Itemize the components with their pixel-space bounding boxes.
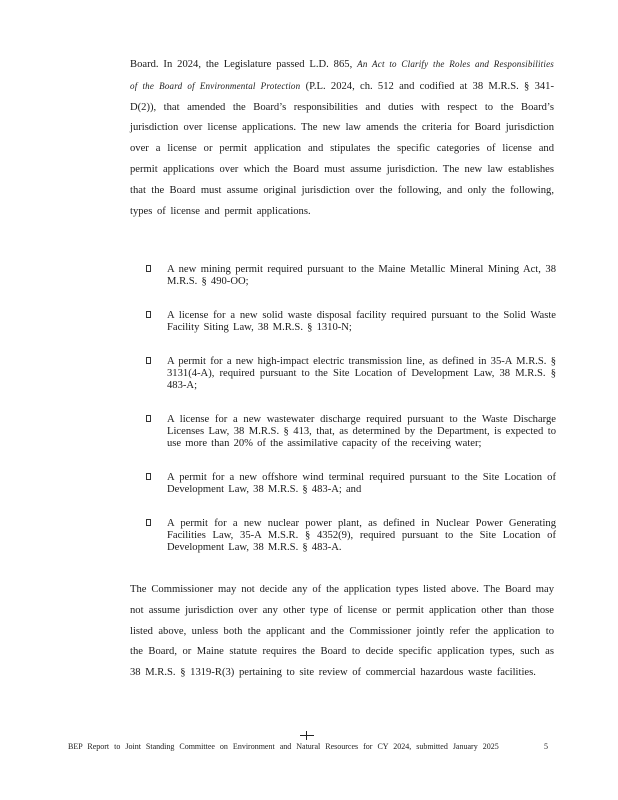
list-item-text: A new mining permit required pursuant to the Maine Metallic Mineral Mining Act, 38 M.R.S. § 490-OO; [167,264,556,287]
act-title: An Act to Clarify the Roles and Responsibilities of the Board of Environmental Protection [130,59,554,91]
list-item-text: A license for a new wastewater discharge required pursuant to the Waste Discharge Licenses Law, 38 M.R.S. § 413, that, as determined by the Department, is expected to use more than 20% of the assimilative capacity of the receiving water; [167,414,556,449]
square-bullet-icon [146,473,151,480]
list-item-text: A license for a new solid waste disposal facility required pursuant to the Solid Waste Facility Siting Law, 38 M.R.S. § 1310-N; [167,310,556,333]
list-item-text: A permit for a new nuclear power plant, as defined in Nuclear Power Generating Facilities Law, 35-A M.S.R. § 4352(9), required pursuant to the Site Location of Development Law, 38 M.R.S. § 483-A. [167,518,556,553]
application-types-list [146,264,556,574]
square-bullet-icon [146,357,151,364]
paragraph-text-after-title: (P.L. 2024, ch. 512 and codified at 38 M.R.S. § 341-D(2)), that amended the Board’s responsibilities and duties with respect to the Board’s jurisdiction over license applications. The new law amends the criteria for Board jurisdiction over a license or permit application and stipulates the specific categories of license and permit applications over which the Board must assume jurisdiction. The new law establishes that the Board must assume original jurisdiction over the following, and only the following, types of license and permit applications. [130,80,554,217]
body-paragraph-intro [130,54,554,222]
footer-anchor-mark [300,731,314,741]
list-item [146,414,556,450]
square-bullet-icon [146,311,151,318]
list-item [146,472,556,496]
square-bullet-icon [146,415,151,422]
page-footer [68,742,548,752]
list-item [146,518,556,554]
footer-text: BEP Report to Joint Standing Committee on Environment and Natural Resources for CY 2024, submitted January 2025 [68,742,499,751]
paragraph-text-before-title: Board. In 2024, the Legislature passed L.D. 865, [130,59,353,70]
body-paragraph-commissioner: The Commissioner may not decide any of the application types listed above. The Board may not assume jurisdiction over any other type of license or permit application other than those listed above, unless both the applicant and the Commissioner jointly refer the application to the Board, or Maine statute requires the Board to decide specific application types, such as 38 M.R.S. § 1319-R(3) pertaining to site review of commercial hazardous waste facilities. [130,584,554,679]
list-item-text: A permit for a new high-impact electric transmission line, as defined in 35-A M.R.S. § 3131(4-A), required pursuant to the Site Location of Development Law, 38 M.R.S. § 483-A; [167,356,556,391]
list-item [146,356,556,392]
page-number: 5 [544,742,548,751]
list-item-text: A permit for a new offshore wind terminal required pursuant to the Site Location of Development Law, 38 M.R.S. § 483-A; and [167,472,556,495]
square-bullet-icon [146,519,151,526]
list-item [146,310,556,334]
square-bullet-icon [146,265,151,272]
list-item [146,264,556,288]
